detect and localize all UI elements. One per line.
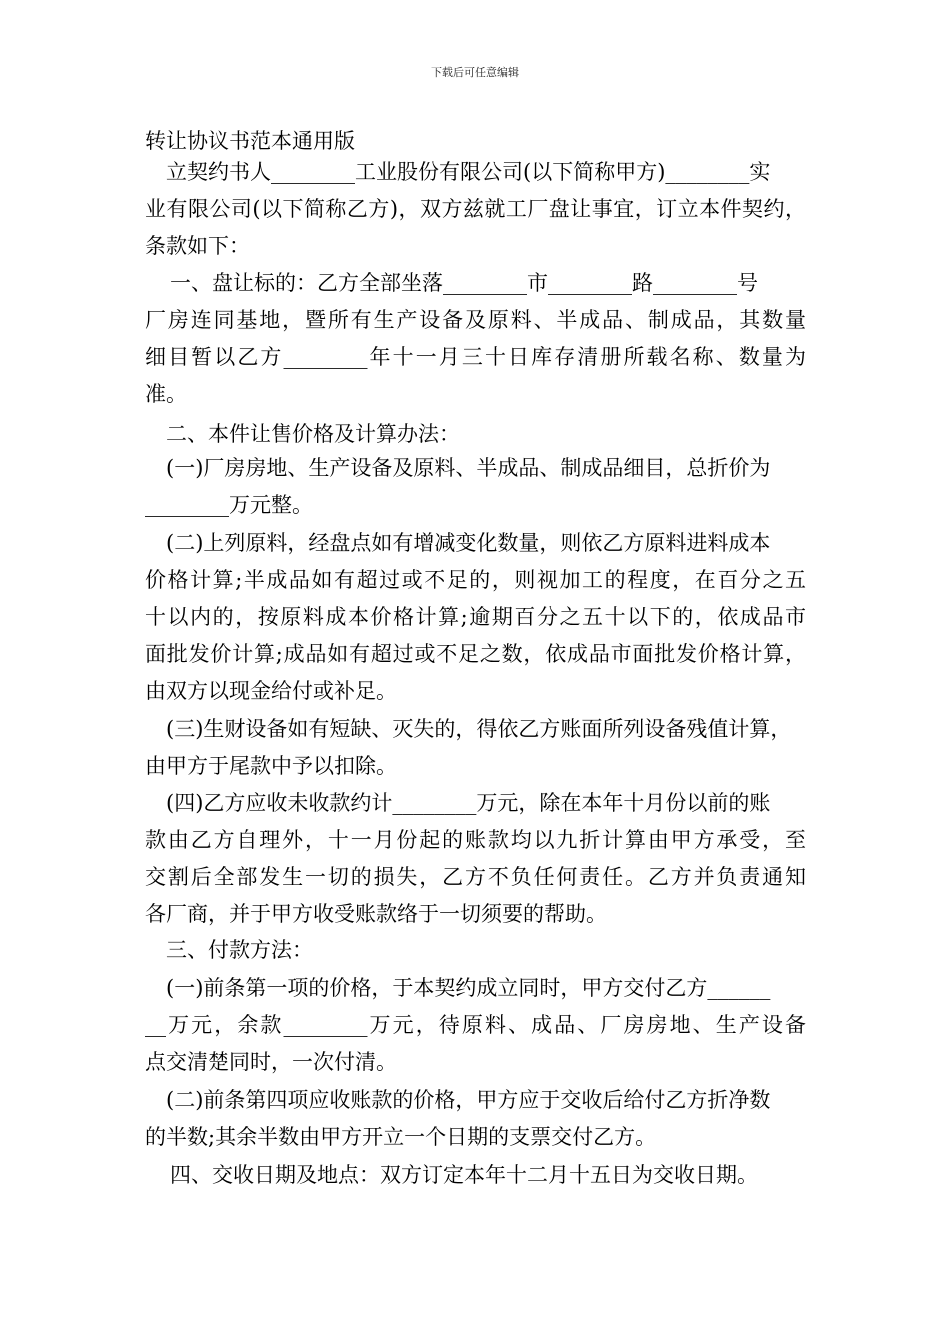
paragraph-line: 准。 <box>145 382 187 406</box>
paragraph-line: 一、盘让标的：乙方全部坐落________市________路________号 <box>170 271 758 295</box>
page-header-note: 下载后可任意编辑 <box>431 66 519 79</box>
paragraph-line: 交割后全部发生一切的损失，乙方不负任何责任。乙方并负责通知 <box>145 865 806 889</box>
paragraph-line: __万元，余款________万元，待原料、成品、厂房房地、生产设备 <box>145 1013 806 1037</box>
paragraph-line: ________万元整。 <box>145 493 313 517</box>
paragraph-line: 款由乙方自理外，十一月份起的账款均以九折计算由甲方承受，至 <box>145 828 806 852</box>
paragraph-line: 四、交收日期及地点：双方订定本年十二月十五日为交收日期。 <box>170 1163 758 1187</box>
paragraph-line: 由双方以现金给付或补足。 <box>145 679 397 703</box>
paragraph-line: 十以内的，按原料成本价格计算;逾期百分之五十以下的，依成品市 <box>145 605 806 629</box>
paragraph-line: 各厂商，并于甲方收受账款络于一切须要的帮助。 <box>145 902 607 926</box>
paragraph-line: 厂房连同基地，暨所有生产设备及原料、半成品、制成品，其数量 <box>145 308 806 332</box>
paragraph-line: 业有限公司(以下简称乙方)，双方兹就工厂盘让事宜，订立本件契约， <box>145 197 806 221</box>
paragraph-line: 面批发价计算;成品如有超过或不足之数，依成品市面批发价格计算， <box>145 642 806 666</box>
paragraph-line: (二)前条第四项应收账款的价格，甲方应于交收后给付乙方折净数 <box>166 1088 771 1112</box>
paragraph-line: 二、本件让售价格及计算办法： <box>166 422 460 446</box>
paragraph-line: (二)上列原料，经盘点如有增减变化数量，则依乙方原料进料成本 <box>166 531 771 555</box>
paragraph-line: 细目暂以乙方________年十一月三十日库存清册所载名称、数量为 <box>145 345 806 369</box>
paragraph-line: 立契约书人________工业股份有限公司(以下简称甲方)________实 <box>166 160 771 184</box>
paragraph-line: 价格计算;半成品如有超过或不足的，则视加工的程度，在百分之五 <box>145 568 806 592</box>
paragraph-line: (三)生财设备如有短缺、灭失的，得依乙方账面所列设备残值计算， <box>166 717 792 741</box>
paragraph-line: 由甲方于尾款中予以扣除。 <box>145 754 397 778</box>
paragraph-line: 三、付款方法： <box>166 938 313 962</box>
paragraph-line: (一)前条第一项的价格，于本契约成立同时，甲方交付乙方______ <box>166 976 771 1000</box>
paragraph-line: 条款如下： <box>145 234 250 258</box>
paragraph-line: 的半数;其余半数由甲方开立一个日期的支票交付乙方。 <box>145 1125 657 1149</box>
paragraph-line: (一)厂房房地、生产设备及原料、半成品、制成品细目，总折价为 <box>166 456 771 480</box>
document-title: 转让协议书范本通用版 <box>145 129 355 153</box>
paragraph-line: (四)乙方应收未收款约计________万元，除在本年十月份以前的账 <box>166 791 771 815</box>
paragraph-line: 点交清楚同时，一次付清。 <box>145 1050 397 1074</box>
